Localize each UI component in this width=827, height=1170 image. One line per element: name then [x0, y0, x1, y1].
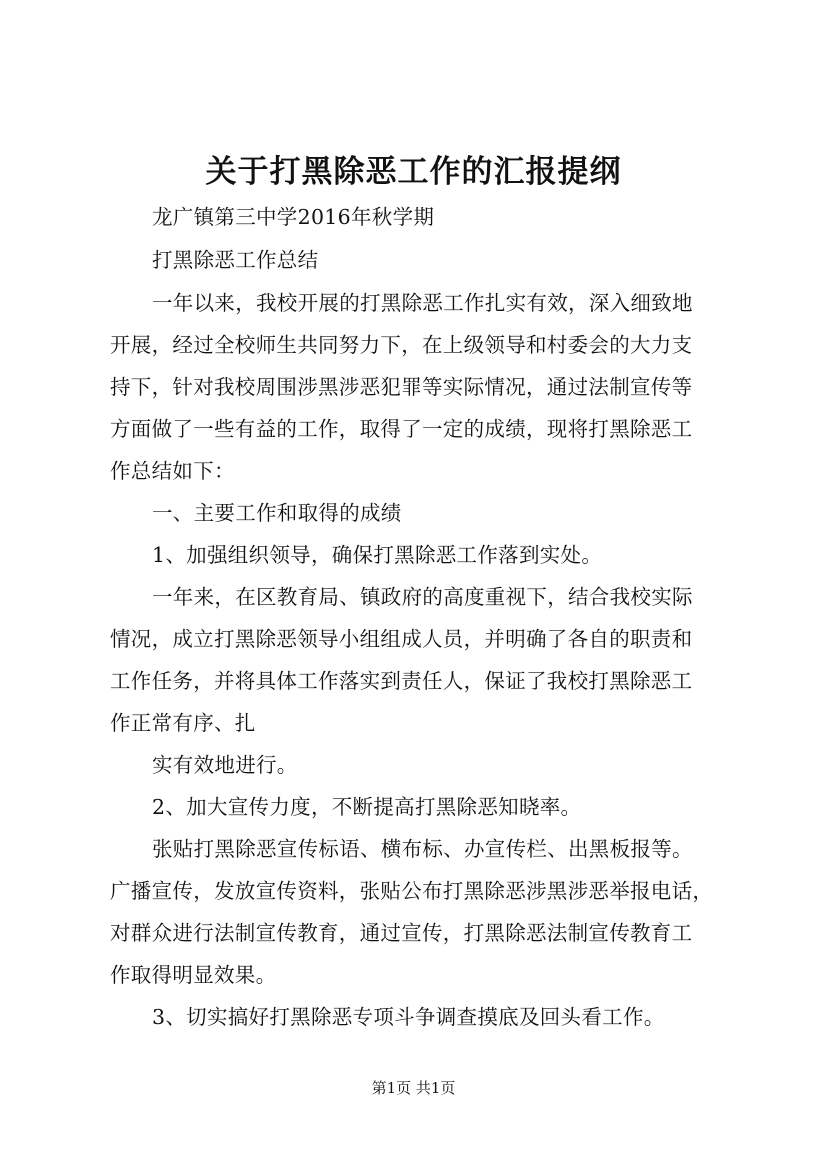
- page-number-footer: 第1页 共1页: [371, 1079, 456, 1097]
- paragraph-line: 张贴打黑除恶宣传标语、横布标、办宣传栏、出黑板报等。: [152, 837, 693, 861]
- document-title: 关于打黑除恶工作的汇报提纲: [205, 154, 622, 190]
- section-heading: 一、主要工作和取得的成绩: [152, 501, 402, 525]
- paragraph-line: 对群众进行法制宣传教育，通过宣传，打黑除恶法制宣传教育工: [110, 921, 693, 945]
- paragraph-line: 作正常有序、扎: [110, 711, 256, 735]
- subtitle-line: 打黑除恶工作总结: [152, 248, 319, 272]
- paragraph-line: 持下，针对我校周围涉黑涉恶犯罪等实际情况，通过法制宣传等: [110, 375, 693, 399]
- paragraph-line: 开展，经过全校师生共同努力下，在上级领导和村委会的大力支: [110, 333, 693, 357]
- paragraph-line: 情况，成立打黑除恶领导小组组成人员，并明确了各自的职责和: [110, 627, 693, 651]
- paragraph-line: 作总结如下：: [110, 459, 235, 483]
- paragraph-line: 工作任务，并将具体工作落实到责任人，保证了我校打黑除恶工: [110, 669, 693, 693]
- subsection-heading: 1、加强组织领导，确保打黑除恶工作落到实处。: [152, 543, 603, 567]
- paragraph-line: 实有效地进行。: [152, 753, 298, 777]
- paragraph-line: 一年来，在区教育局、镇政府的高度重视下，结合我校实际: [152, 585, 693, 609]
- paragraph-line: 方面做了一些有益的工作，取得了一定的成绩，现将打黑除恶工: [110, 417, 693, 441]
- paragraph-line: 作取得明显效果。: [110, 963, 277, 987]
- paragraph-line: 一年以来，我校开展的打黑除恶工作扎实有效，深入细致地: [152, 291, 693, 315]
- paragraph-line: 广播宣传，发放宣传资料，张贴公布打黑除恶涉黑涉恶举报电话，: [110, 879, 714, 903]
- subsection-heading: 2、加大宣传力度，不断提高打黑除恶知晓率。: [152, 795, 582, 819]
- subsection-heading: 3、切实搞好打黑除恶专项斗争调查摸底及回头看工作。: [152, 1005, 665, 1029]
- school-term-line: 龙广镇第三中学2016年秋学期: [152, 205, 435, 229]
